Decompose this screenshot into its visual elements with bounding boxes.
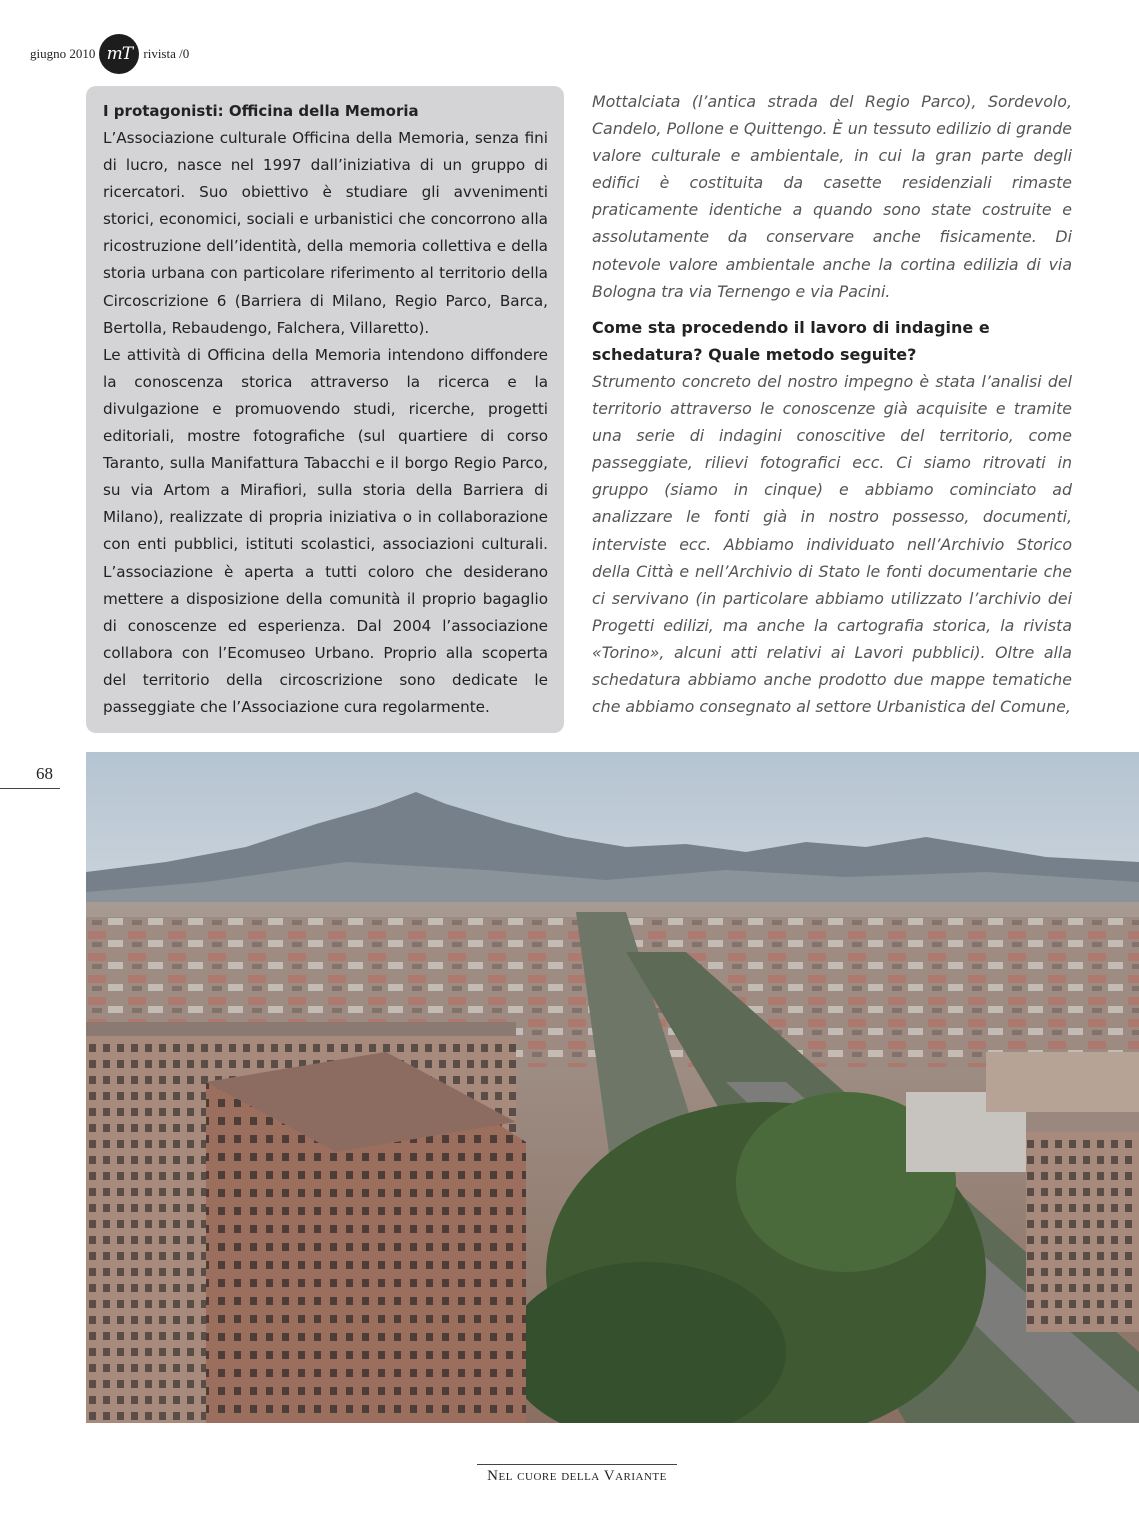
interview-column <box>592 88 1072 720</box>
footer-rule <box>477 1464 677 1465</box>
page-number: 68 <box>36 764 53 783</box>
sidebar-title: I protagonisti: Officina della Memoria <box>103 102 419 120</box>
page-header <box>30 34 189 74</box>
sidebar-paragraph: L’Associazione culturale Officina della Memoria, senza fini di lucro, nasce nel 1997 dall’iniziativa di un gruppo di ricercatori. Suo obiettivo è studiare gli avvenimenti storici, economici, sociali e urbanistici che concorrono alla ricostruzione dell’identità, della memoria collettiva e della storia urbana con particolare riferimento al territorio della Circoscrizione 6 (Barriera di Milano, Regio Parco, Barca, Bertolla, Rebaudengo, Falchera, Villaretto). <box>103 129 548 337</box>
city-panorama-photo <box>86 752 1139 1423</box>
sidebar-paragraph: Le attività di Officina della Memoria intendono diffondere la conoscenza storica attraverso la ricerca e la divulgazione e promuovendo studi, ricerche, progetti editoriali, mostre fotografiche (sul quartiere di corso Taranto, sulla Manifattura Tabacchi e il borgo Regio Parco, su via Artom a Mirafiori, sulla storia della Barriera di Milano), realizzate di propria iniziativa o in collaborazione con enti pubblici, istituti scolastici, associazioni culturali. L’associazione è aperta a tutti coloro che desiderano mettere a disposizione della comunità il proprio bagaglio di conoscenze ed esperienza. Dal 2004 l’associazione collabora con l’Ecomuseo Urbano. Proprio alla scoperta del territorio della circoscrizione sono dedicate le passeggiate che l’Associazione cura regolarmente. <box>103 345 548 716</box>
interview-question: Come sta procedendo il lavoro di indagine e schedatura? Quale metodo seguite? <box>592 317 990 364</box>
interview-answer: Mottalciata (l’antica strada del Regio Parco), Sordevolo, Candelo, Pollone e Quittengo. È un tessuto edilizio di grande valore culturale e ambientale, in cui la gran parte degli edifici è costituita da casette residenziali rimaste praticamente identiche a quando sono state costruite e assolutamente da conservare anche fisicamente. Di notevole valore ambientale anche la cortina edilizia di via Bologna tra via Ternengo e via Pacini. <box>592 92 1072 301</box>
interview-answer: Strumento concreto del nostro impegno è stata l’analisi del territorio attraverso le conoscenze già acquisite e tramite una serie di indagini conoscitive del territorio, come passeggiate, rilievi fotografici ecc. Ci siamo ritrovati in gruppo (siamo in cinque) e abbiamo cominciato ad analizzare le fonti già in nostro possesso, documenti, interviste ecc. Abbiamo individuato nell’Archivio Storico della Città e nell’Archivio di Stato le fonti documentarie che ci servivano (in particolare abbiamo utilizzato l’archivio dei Progetti edilizi, ma anche la cartografia storica, la rivista «Torino», alcuni atti relativi ai Lavori pubblici). Oltre alla schedatura abbiamo anche prodotto due mappe tematiche che abbiamo consegnato al settore Urbanistica del Comune, <box>592 371 1072 717</box>
city-panorama-illustration <box>86 752 1139 1423</box>
running-footer: Nel cuore della Variante <box>487 1468 667 1484</box>
page-number-rule <box>0 788 60 789</box>
sidebar-body <box>103 125 548 721</box>
issue-number: rivista /0 <box>143 46 190 61</box>
issue-date: giugno 2010 <box>30 46 96 61</box>
magazine-logo: mT <box>99 34 139 74</box>
